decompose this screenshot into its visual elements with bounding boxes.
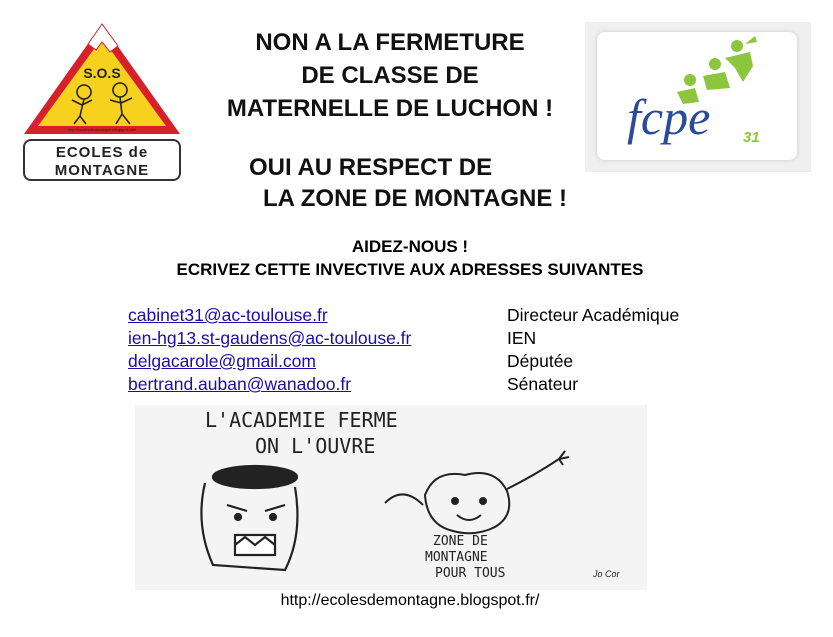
headline-line2: DE CLASSE DE <box>301 62 479 89</box>
contact-email-link[interactable]: cabinet31@ac-toulouse.fr <box>128 305 328 325</box>
contact-email-link[interactable]: bertrand.auban@wanadoo.fr <box>128 374 352 394</box>
cartoon <box>135 405 647 590</box>
cartoon-bubble2: MONTAGNE <box>425 550 488 565</box>
cartoon-line1: L'ACADEMIE FERME <box>205 408 398 432</box>
sos-line1: ECOLES de <box>55 144 149 161</box>
sos-blog-tiny: http://ecolesdemontagne.blogspot.com <box>67 127 137 132</box>
headline <box>190 26 590 125</box>
sos-logo <box>18 20 186 182</box>
fcpe-number: 31 <box>743 129 760 146</box>
call-line2: ECRIVEZ CETTE INVECTIVE AUX ADRESSES SUIVANTES <box>176 260 644 279</box>
contact-email-link[interactable]: ien-hg13.st-gaudens@ac-toulouse.fr <box>128 328 412 348</box>
grumpy-face-icon <box>201 466 297 570</box>
call-line1: AIDEZ-NOUS ! <box>351 237 469 256</box>
cartoon-drawing <box>135 405 647 590</box>
contact-role: Sénateur <box>507 374 579 394</box>
sos-line2: MONTAGNE <box>54 162 150 179</box>
contact-role: Députée <box>507 351 574 371</box>
cartoon-bubble1: ZONE DE <box>433 534 488 549</box>
headline-line3: MATERNELLE DE LUCHON ! <box>226 95 554 122</box>
contact-row <box>128 350 728 373</box>
contact-role: IEN <box>507 328 537 348</box>
fcpe-people-icon <box>585 22 811 172</box>
call-to-action <box>100 235 720 281</box>
cartoon-line2: ON L'OUVRE <box>255 434 376 458</box>
fcpe-name: fcpe <box>627 89 711 145</box>
contact-role: Directeur Académique <box>507 305 680 325</box>
headline-line4: OUI AU RESPECT DE <box>249 154 493 181</box>
sos-letters: S.O.S <box>83 65 121 81</box>
headline-line5: LA ZONE DE MONTAGNE ! <box>263 185 567 212</box>
contact-row <box>128 304 728 327</box>
contacts-list <box>128 304 728 396</box>
cartoon-bubble3: POUR TOUS <box>435 566 506 581</box>
footer-url[interactable]: http://ecolesdemontagne.blogspot.fr/ <box>280 592 540 609</box>
headline-line1: NON A LA FERMETURE <box>255 29 525 56</box>
warning-sign-icon <box>18 20 186 182</box>
contact-email-link[interactable]: delgacarole@gmail.com <box>128 351 316 371</box>
contact-row <box>128 327 728 350</box>
contact-row <box>128 373 728 396</box>
smiling-face-icon <box>385 451 569 533</box>
cartoon-signature: Jo Cor <box>593 569 620 579</box>
fcpe-logo <box>585 22 811 172</box>
